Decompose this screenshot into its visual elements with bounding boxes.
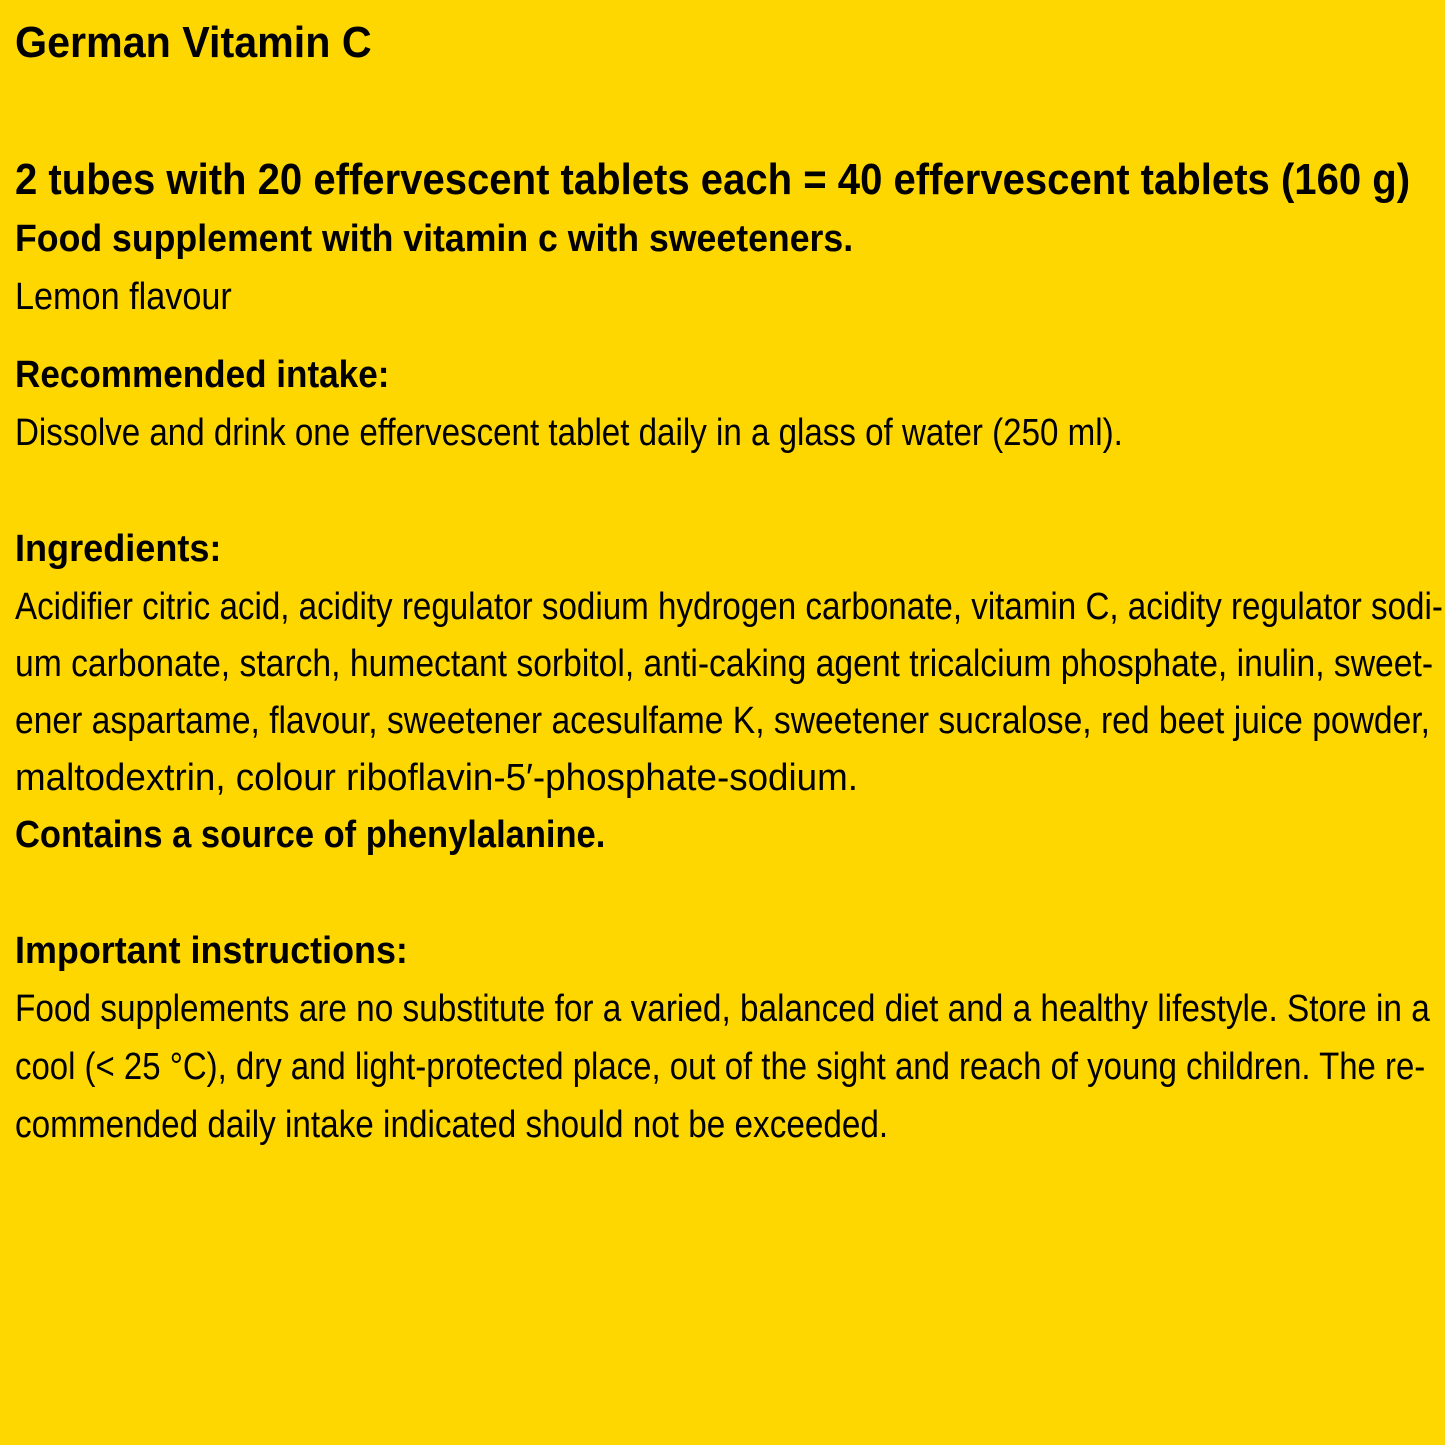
instructions-line: cool (< 25 °C), dry and light-protected place, out of the sight and reach of young children. The re- [15,1046,1426,1088]
ingredients-line: maltodextrin, colour riboflavin-5′-phosphate-sodium. [15,757,858,799]
recommended-intake-heading: Recommended intake: [15,354,390,396]
ingredients-heading: Ingredients: [15,528,222,570]
flavour: Lemon flavour [15,276,232,318]
product-title: German Vitamin C [15,18,372,67]
ingredients-line: ener aspartame, flavour, sweetener acesulfame K, sweetener sucralose, red beet juice powder, [15,700,1430,742]
important-instructions-heading: Important instructions: [15,930,408,972]
ingredients-line: um carbonate, starch, humectant sorbitol, anti-caking agent tricalcium phosphate, inulin, sweet- [15,643,1434,685]
phenylalanine-warning: Contains a source of phenylalanine. [15,814,606,856]
ingredients-line: Acidifier citric acid, acidity regulator sodium hydrogen carbonate, vitamin C, acidity regulator sodi- [15,586,1443,628]
instructions-line: commended daily intake indicated should not be exceeded. [15,1104,889,1146]
instructions-line: Food supplements are no substitute for a varied, balanced diet and a healthy lifestyle. Store in a [15,988,1430,1030]
recommended-intake-text: Dissolve and drink one effervescent tablet daily in a glass of water (250 ml). [15,412,1123,454]
product-description: Food supplement with vitamin c with sweeteners. [15,218,854,260]
package-info: 2 tubes with 20 effervescent tablets each = 40 effervescent tablets (160 g) [15,155,1411,204]
